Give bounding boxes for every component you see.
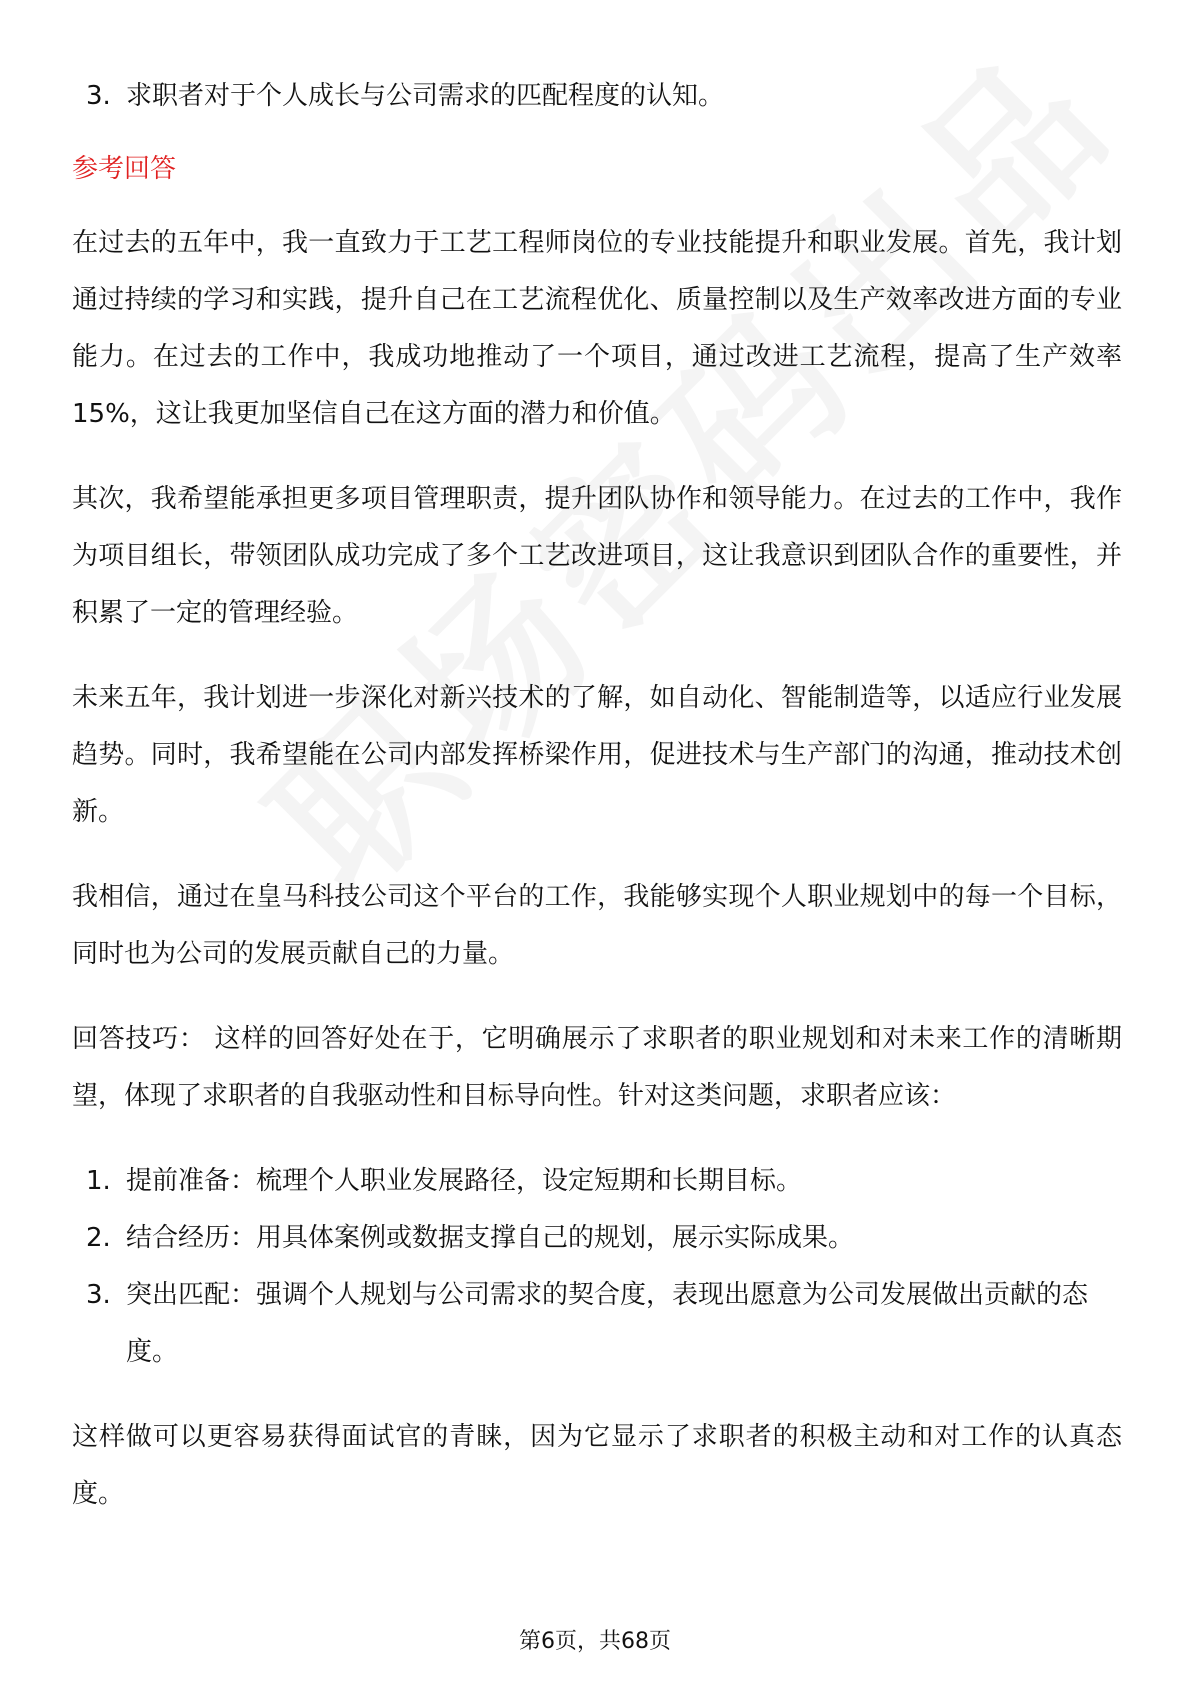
list-item-text: 结合经历：用具体案例或数据支撑自己的规划，展示实际成果。 (126, 1223, 855, 1253)
answer-tips-paragraph: 回答技巧： 这样的回答好处在于，它明确展示了求职者的职业规划和对未来工作的清晰期望，体现了求职者的自我驱动性和目标导向性。针对这类问题，求职者应该： (72, 1024, 1122, 1111)
list-item-text: 提前准备：梳理个人职业发展路径，设定短期和长期目标。 (126, 1166, 803, 1196)
list-item-number: 3. (86, 81, 111, 111)
tips-list (72, 1153, 1122, 1381)
paragraph-3: 未来五年，我计划进一步深化对新兴技术的了解，如自动化、智能制造等，以适应行业发展趋势。同时，我希望能在公司内部发挥桥梁作用，促进技术与生产部门的沟通，推动技术创新。 (72, 683, 1122, 827)
list-item-number: 1. (86, 1166, 111, 1196)
list-item (72, 1267, 1122, 1381)
top-list (72, 68, 1122, 125)
page-content (72, 68, 1122, 1551)
list-item (72, 1153, 1122, 1210)
page-footer: 第6页，共68页 (519, 1629, 671, 1654)
section-heading: 参考回答 (72, 154, 177, 184)
list-item (72, 68, 1122, 125)
list-item-number: 3. (86, 1280, 111, 1310)
paragraph-4: 我相信，通过在皇马科技公司这个平台的工作，我能够实现个人职业规划中的每一个目标，同时也为公司的发展贡献自己的力量。 (72, 882, 1122, 969)
paragraph-2: 其次，我希望能承担更多项目管理职责，提升团队协作和领导能力。在过去的工作中，我作为项目组长，带领团队成功完成了多个工艺改进项目，这让我意识到团队合作的重要性，并积累了一定的管理经验。 (72, 484, 1122, 628)
list-item-text: 求职者对于个人成长与公司需求的匹配程度的认知。 (126, 81, 725, 111)
list-item (72, 1210, 1122, 1267)
list-item-number: 2. (86, 1223, 111, 1253)
paragraph-1: 在过去的五年中，我一直致力于工艺工程师岗位的专业技能提升和职业发展。首先，我计划通过持续的学习和实践，提升自己在工艺流程优化、质量控制以及生产效率改进方面的专业能力。在过去的工作中，我成功地推动了一个项目，通过改进工艺流程，提高了生产效率15%，这让我更加坚信自己在这方面的潜力和价值。 (72, 228, 1122, 429)
list-item-text: 突出匹配：强调个人规划与公司需求的契合度，表现出愿意为公司发展做出贡献的态度。 (126, 1280, 1089, 1367)
closing-paragraph: 这样做可以更容易获得面试官的青睐，因为它显示了求职者的积极主动和对工作的认真态度。 (72, 1422, 1122, 1509)
